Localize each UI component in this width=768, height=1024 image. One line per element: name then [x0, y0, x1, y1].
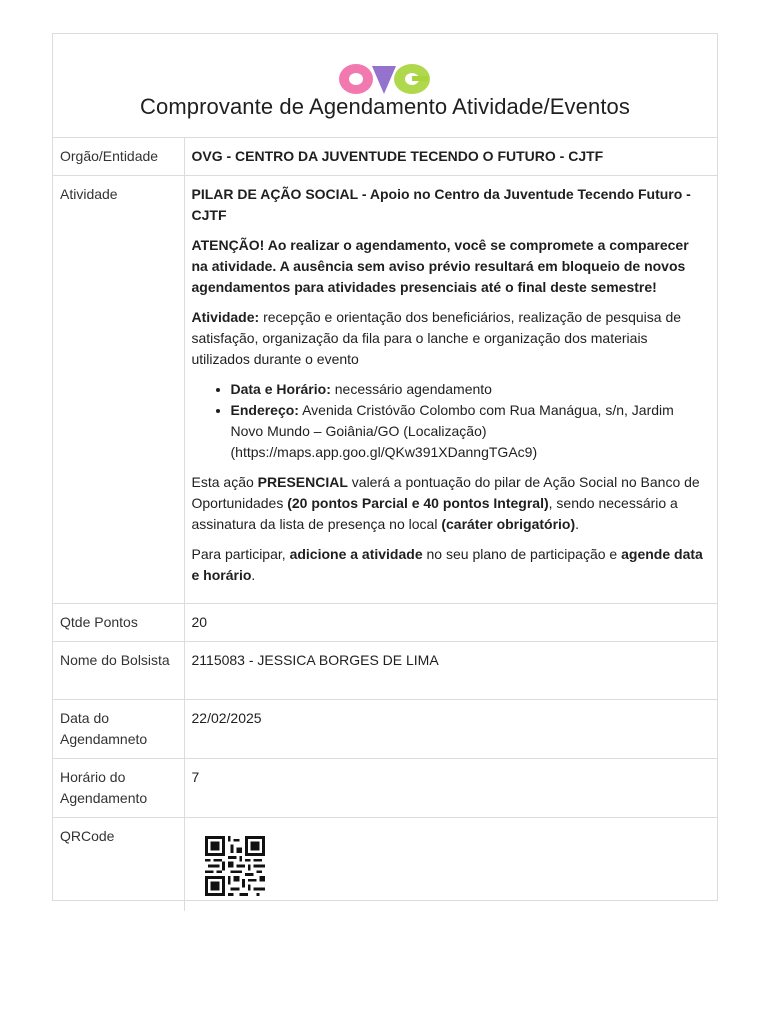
points-bold-1: PRESENCIAL [257, 474, 348, 490]
list-item [231, 400, 709, 463]
qrcode-label: QRCode [53, 818, 184, 911]
points-text-1: Esta ação [191, 474, 258, 490]
horario-label: Horário do Agendamento [53, 759, 184, 818]
atividade-title: PILAR DE AÇÃO SOCIAL - Apoio no Centro da Juventude Tecendo Futuro - CJTF [191, 186, 691, 223]
warning-paragraph [192, 235, 709, 298]
schedule-text: necessário agendamento [330, 381, 492, 397]
nome-label: Nome do Bolsista [53, 642, 184, 700]
qr-code-image [203, 836, 267, 896]
horario-value: 7 [184, 759, 717, 818]
description-text: recepção e orientação dos beneficiários, realização de pesquisa de satisfação, organização da fila para o lanche e organização dos materiais utilizados durante o evento [191, 309, 682, 367]
table-row [53, 604, 717, 642]
table-row [53, 138, 717, 176]
table-row [53, 759, 717, 818]
points-bold-3: (caráter obrigatório) [441, 516, 576, 532]
data-value: 22/02/2025 [184, 700, 717, 759]
atividade-title-paragraph [192, 184, 709, 226]
table-row [53, 700, 717, 759]
participate-bold-1: adicione a atividade [289, 546, 423, 562]
data-label: Data do Agendamneto [53, 700, 184, 759]
pontos-value: 20 [184, 604, 717, 642]
receipt-header [53, 34, 717, 138]
nome-value: 2115083 - JESSICA BORGES DE LIMA [184, 642, 717, 700]
participate-bold-2: agende data e horário [191, 546, 703, 583]
orgao-value [184, 138, 717, 176]
atividade-value [184, 176, 717, 604]
warning-text: ATENÇÃO! Ao realizar o agendamento, você se compromete a comparecer na atividade. A ausência sem aviso prévio resultará em bloqueio de novos agendamentos para atividades presenciais até o final deste semestre! [191, 237, 689, 295]
points-text-3: , sendo necessário a assinatura da lista de presença no local [191, 495, 678, 532]
pontos-label: Qtde Pontos [53, 604, 184, 642]
details-table [53, 138, 717, 911]
points-paragraph [192, 472, 709, 535]
receipt-card [52, 33, 718, 901]
list-item [231, 379, 709, 400]
orgao-text: OVG - CENTRO DA JUVENTUDE TECENDO O FUTURO - CJTF [191, 148, 604, 164]
orgao-label: Orgão/Entidade [53, 138, 184, 176]
participate-paragraph [192, 544, 709, 586]
description-paragraph [192, 307, 709, 370]
details-list [192, 379, 709, 463]
schedule-label: Data e Horário: [230, 381, 331, 397]
address-text: Avenida Cristóvão Colombo com Rua Manágua, s/n, Jardim Novo Mundo – Goiânia/GO (Localização) (https://maps.app.goo.gl/QKw391XDanngTGAc9) [230, 402, 674, 460]
points-text-2: valerá a pontuação do pilar de Ação Social no Banco de Oportunidades [191, 474, 700, 511]
participate-text-1: Para participar, [191, 546, 290, 562]
participate-text-3: . [251, 567, 256, 583]
table-row [53, 818, 717, 911]
table-row [53, 642, 717, 700]
points-bold-2: (20 pontos Parcial e 40 pontos Integral) [287, 495, 549, 511]
page-title: Comprovante de Agendamento Atividade/Eventos [140, 94, 630, 119]
points-text-4: . [575, 516, 580, 532]
description-label: Atividade: [191, 309, 260, 325]
atividade-label: Atividade [53, 176, 184, 604]
table-row [53, 176, 717, 604]
address-label: Endereço: [230, 402, 299, 418]
ovg-logo [336, 60, 434, 98]
qrcode-cell [184, 818, 717, 911]
participate-text-2: no seu plano de participação e [422, 546, 622, 562]
